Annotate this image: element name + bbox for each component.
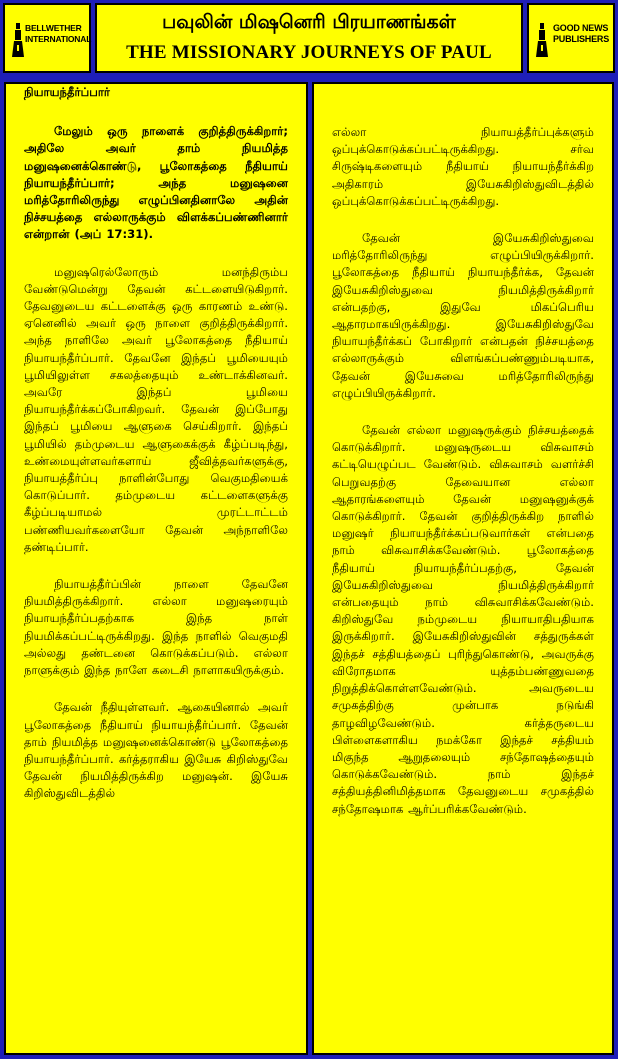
paragraph: தேவன் நீதியுள்ளவர். ஆகையினால் அவர் பூலோகத்தை நீதியாய் நியாயந்தீர்ப்பார். தேவன் தாம் நியமித்த மனுஷனைக்கொண்டு பூலோகத்தை நியாயந்தீர்ப்பார். கர்த்தராகிய இயேசு கிறிஸ்துவே தேவன் நியமித்திருக்கிற மனுஷன். இயேசு கிறிஸ்துவிடத்தில் (24, 700, 288, 801)
paragraph: எல்லா நியாயத்தீர்ப்புக்களும் ஒப்புக்கொடுக்கப்பட்டிருக்கிறது. சர்வ சிருஷ்டிகளையும் நீதியாய் நியாயந்தீர்க்கிற அதிகாரம் இயேசுகிறிஸ்துவிடத்தில் ஒப்புக்கொடுக்கப்பட்டிருக்கிறது. (332, 125, 594, 208)
paragraph: மனுஷரெல்லோரும் மனந்திரும்ப வேண்டுமென்று தேவன் கட்டளையிடுகிறார். தேவனுடைய கட்டளைக்கு ஒரு காரணம் உண்டு. ஏனெனில் அவர் ஒரு நாளை குறித்திருக்கிறார். அந்த நாளிலே அவர் பூலோகத்தை நீதியாய் நியாயந்தீர்ப்பார். தேவனே இந்தப் பூமியையும் பூமியிலுள்ள சகலத்தையும் உண்டாக்கினவர். அவரே இந்தப் பூமியை நியாயந்தீர்க்கப்போகிறவர். தேவன் இப்போது இந்தப் பூமியை ஆளுகை செய்கிறார். இந்தப் பூமியில் தம்முடைய ஆளுகைக்குக் கீழ்ப்படிந்து, உண்மையுள்ளவர்களாய் ஜீவித்தவர்களுக்கு, நியாயத்தீர்ப்பு நாளின்போது வெகுமதியைக் கொடுப்பார். தம்முடைய கட்டளைகளுக்கு கீழ்ப்படியாமல் முரட்டாட்டம் பண்ணியவர்களையோ தேவன் அந்நாளிலே தண்டிப்பார். (24, 264, 288, 554)
paragraph: நியாயத்தீர்ப்பின் நாளை தேவனே நியமித்திருக்கிறார். எல்லா மனுஷரையும் நியாயந்தீர்ப்பதற்காக இந்த நாள் நியமிக்கப்பட்டிருக்கிறது. இந்த நாளில் வெகுமதி அல்லது தண்டனை கொடுக்கப்படும். எல்லா நாளுக்கும் இந்த நாளே கடைசி நாளாகயிருக்கும். (24, 577, 288, 678)
good-news-publishers-logo (527, 3, 615, 73)
article-heading: நியாயந்தீர்ப்பார் (24, 85, 110, 99)
tower-icon (535, 21, 549, 59)
title-english: THE MISSIONARY JOURNEYS OF PAUL (126, 42, 492, 63)
scripture-quote: மேலும் ஒரு நாளைக் குறித்திருக்கிறார்; அதிலே அவர் தாம் நியமித்த மனுஷனைக்கொண்டு, பூலோகத்தை நீதியாய் நியாயந்தீர்ப்பார்; அந்த மனுஷனை மரித்தோரிலிருந்து எழுப்பினதினாலே அதின் நிச்சயத்தை எல்லாருக்கும் விளக்கப்பண்ணினார் என்றான் (அப் 17:31). (24, 124, 288, 242)
tower-icon (11, 21, 25, 59)
paragraph: தேவன் எல்லா மனுஷருக்கும் நிச்சயத்தைக் கொடுக்கிறார். மனுஷருடைய விசுவாசம் கட்டியெழுப்பட வேண்டும். விசுவாசம் வளர்ச்சி பெறுவதற்கு தேவையான எல்லா ஆதாரங்களையும் தேவன் மனுஷனுக்குக் கொடுக்கிறார். தேவன் குறித்திருக்கிற நாளில் மனுஷர் நியாயந்தீர்க்கப்படுவார்கள் என்பதை நாம் விசுவாசிக்கவேண்டும். பூலோகத்தை நீதியாய் நியாயந்தீர்ப்பதற்கு, தேவன் இயேசுகிறிஸ்துவை நியமித்திருக்கிறார் என்பதையும் நாம் விசுவாசிக்கவேண்டும். கிறிஸ்துவே நம்முடைய நியாயாதிபதியாக இருக்கிறார். இயேசுகிறிஸ்துவின் சத்துருக்கள் இந்தச் சத்தியத்தைப் புரிந்துகொண்டு, அவருக்கு விரோதமாக யுத்தம்பண்ணுவதை நிறுத்திக்கொள்ளவேண்டும். அவருடைய சமுகத்திற்கு முன்பாக நடுங்கி தாழவிழவேண்டும். கர்த்தருடைய பிள்ளைகளாகிய நமக்கோ இந்தச் சத்தியம் மிகுந்த ஆறுதலையும் சந்தோஷத்தையும் கொடுக்கவேண்டும். நாம் இந்தச் சத்தியத்தினிமித்தமாக தேவனுடைய சமுகத்தில் சந்தோஷமாக ஆர்ப்பரிக்கவேண்டும். (332, 423, 594, 816)
left-column (4, 82, 308, 1055)
title-tamil: பவுலின் மிஷனெரி பிரயாணங்கள் (162, 11, 456, 33)
bellwether-logo (3, 3, 91, 73)
right-column (312, 82, 614, 1055)
right-logo-line2: PUBLISHERS (553, 34, 610, 44)
left-logo-line2: INTERNATIONAL (25, 34, 92, 44)
right-logo-line1: GOOD NEWS (553, 23, 609, 33)
paragraph: தேவன் இயேசுகிறிஸ்துவை மரித்தோரிலிருந்து எழுப்பியிருக்கிறார். பூலோகத்தை நீதியாய் நியாயந்தீர்க்க, தேவன் இயேசுகிறிஸ்துவை நியமித்திருக்கிறார் என்பதற்கு, இதுவே மிகப்பெரிய ஆதாரமாகயிருக்கிறது. இயேசுகிறிஸ்துவே நியாயந்தீர்க்கப் போகிறார் என்பதன் நிச்சயத்தை எல்லாருக்கும் விளங்கப்பண்ணும்படியாக, தேவன் இயேசுவை மரித்தோரிலிருந்து எழுப்பியிருக்கிறார். (332, 231, 594, 400)
page-header (0, 0, 618, 76)
title-banner (95, 3, 523, 73)
left-logo-line1: BELLWETHER (25, 23, 82, 33)
